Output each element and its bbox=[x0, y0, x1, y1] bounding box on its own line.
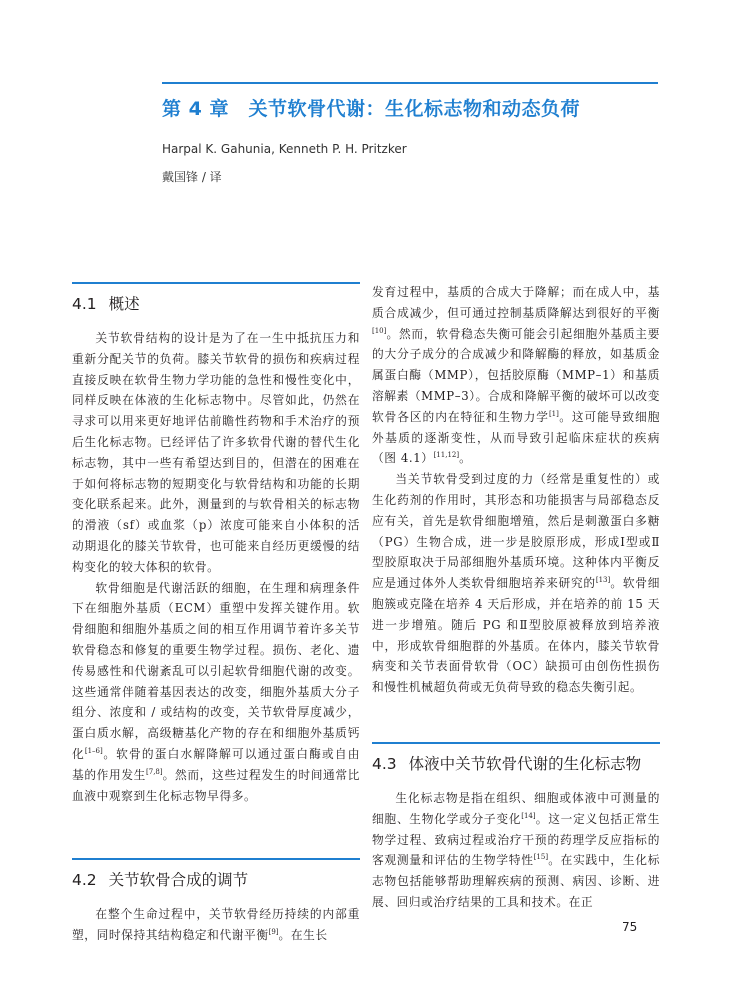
citation: [13] bbox=[595, 576, 611, 585]
section-number: 4.3 bbox=[372, 754, 397, 773]
citation: [15] bbox=[533, 853, 549, 862]
section-number: 4.2 bbox=[72, 871, 97, 890]
section-heading-4-3 bbox=[372, 752, 660, 774]
left-column bbox=[72, 282, 360, 946]
section-title: 关节软骨合成的调节 bbox=[108, 871, 249, 890]
section-title: 概述 bbox=[108, 295, 140, 313]
paragraph: 关节软骨结构的设计是为了在一生中抵抗压力和重新分配关节的负荷。膝关节软骨的损伤和疾病过程直接反映在软骨生物力学功能的急性和慢性变化中，同样反映在体液的生化标志物中。尽管如此，仍然在寻求可以用来更好地评估前瞻性药物和手术治疗的预后生化标志物。已经评估了许多软骨代谢的替代生化标志物，其中一些有希望达到目的，但潜在的困难在于如何将标志物的短期变化与软骨结构和功能的长期变化联系起来。此外，测量到的与软骨相关的标志物的滑液（sf）或血浆（p）浓度可能来自小体积的活动期退化的膝关节软骨，也可能来自经历更缓慢的结构变化的较大体积的软骨。 bbox=[72, 331, 360, 574]
citation: [10] bbox=[372, 326, 387, 335]
paragraph: 生化标志物是指在组织、细胞或体液中可测量的细胞、生物化学或分子变化[14]。这一定义包括正常生物学过程、致病过程或治疗干预的药理学反应指标的客观测量和评估的生物学特性[15]。在实践中，生化标志物包括能够帮助理解疾病的预测、病因、诊断、进展、回归或治疗结果的工具和技术。在正 bbox=[372, 790, 660, 909]
paragraph: 软骨细胞是代谢活跃的细胞，在生理和病理条件下在细胞外基质（ECM）重塑中发挥关键作用。软骨细胞和细胞外基质之间的相互作用调节着许多关节软骨稳态和修复的重要生物学过程。损伤、老化、遗传易感性和代谢紊乱可以引起软骨细胞代谢的改变。这些通常伴随着基因表达的改变，细胞外基质大分子组分、浓度和 / 或结构的改变，关节软骨厚度减少，蛋白质水解，高级糖基化产物的存在和细胞外基质钙化[1–6]。软骨的蛋白水解降解可以通过蛋白酶或自由基的作用发生[7,8]。然而，这些过程发生的时间通常比血液中观察到生化标志物早得多。 bbox=[72, 580, 360, 803]
right-column bbox=[372, 282, 660, 913]
title-rule bbox=[162, 82, 658, 84]
section-heading-4-2 bbox=[72, 868, 360, 890]
section-rule bbox=[372, 742, 660, 744]
section-number: 4.1 bbox=[72, 295, 97, 313]
authors: Harpal K. Gahunia, Kenneth P. H. Pritzker bbox=[162, 142, 407, 156]
chapter-title: 第 4 章 关节软骨代谢：生化标志物和动态负荷 bbox=[162, 98, 580, 120]
paragraph: 当关节软骨受到过度的力（经常是重复性的）或生化药剂的作用时，其形态和功能损害与局部稳态反应有关，首先是软骨细胞增殖，然后是刺激蛋白多糖（PG）生物合成，进一步是胶原形成，形成Ⅰ型或Ⅱ型胶原取决于局部细胞外基质环境。这种体内平衡反应是通过体外人类软骨细胞培养来研究的[13]。软骨细胞簇或克隆在培养 4 天后形成，并在培养的前 15 天进一步增殖。随后 PG 和Ⅱ型胶原被释放到培养液中，形成软骨细胞群的外基质。在体内，膝关节软骨病变和关节表面骨软骨（OC）缺损可由创伤性损伤和慢性机械超负荷或无负荷导致的稳态失衡引起。 bbox=[372, 472, 660, 695]
citation: [1–6] bbox=[84, 746, 103, 755]
page-number: 75 bbox=[622, 920, 638, 934]
citation: [14] bbox=[521, 811, 536, 820]
citation: [9] bbox=[268, 928, 279, 937]
section-title: 体液中关节软骨代谢的生化标志物 bbox=[408, 754, 642, 773]
paragraph: 在整个生命过程中，关节软骨经历持续的内部重塑，同时保持其结构稳定和代谢平衡[9]。在生长 bbox=[72, 907, 360, 943]
section-rule bbox=[72, 858, 360, 860]
paragraph: 发育过程中，基质的合成大于降解；而在成人中，基质合成减少，但可通过控制基质降解达到很好的平衡[10]。然而，软骨稳态失衡可能会引起细胞外基质主要的大分子成分的合成减少和降解酶的释放，如基质金属蛋白酶（MMP），包括胶原酶（MMP–1）和基质溶解素（MMP–3）。合成和降解平衡的破坏可以改变软骨各区的内在特征和生物力学[1]。这可能导致细胞外基质的逐渐变性，从而导致引起临床症状的疾病（图 4.1）[11,12]。 bbox=[372, 285, 660, 466]
section-heading-4-1 bbox=[72, 292, 360, 314]
citation: [1] bbox=[548, 409, 559, 418]
section-rule bbox=[72, 282, 360, 284]
translator: 戴国锋 / 译 bbox=[162, 170, 222, 184]
citation: [7,8] bbox=[146, 767, 163, 776]
citation: [11,12] bbox=[433, 451, 460, 460]
